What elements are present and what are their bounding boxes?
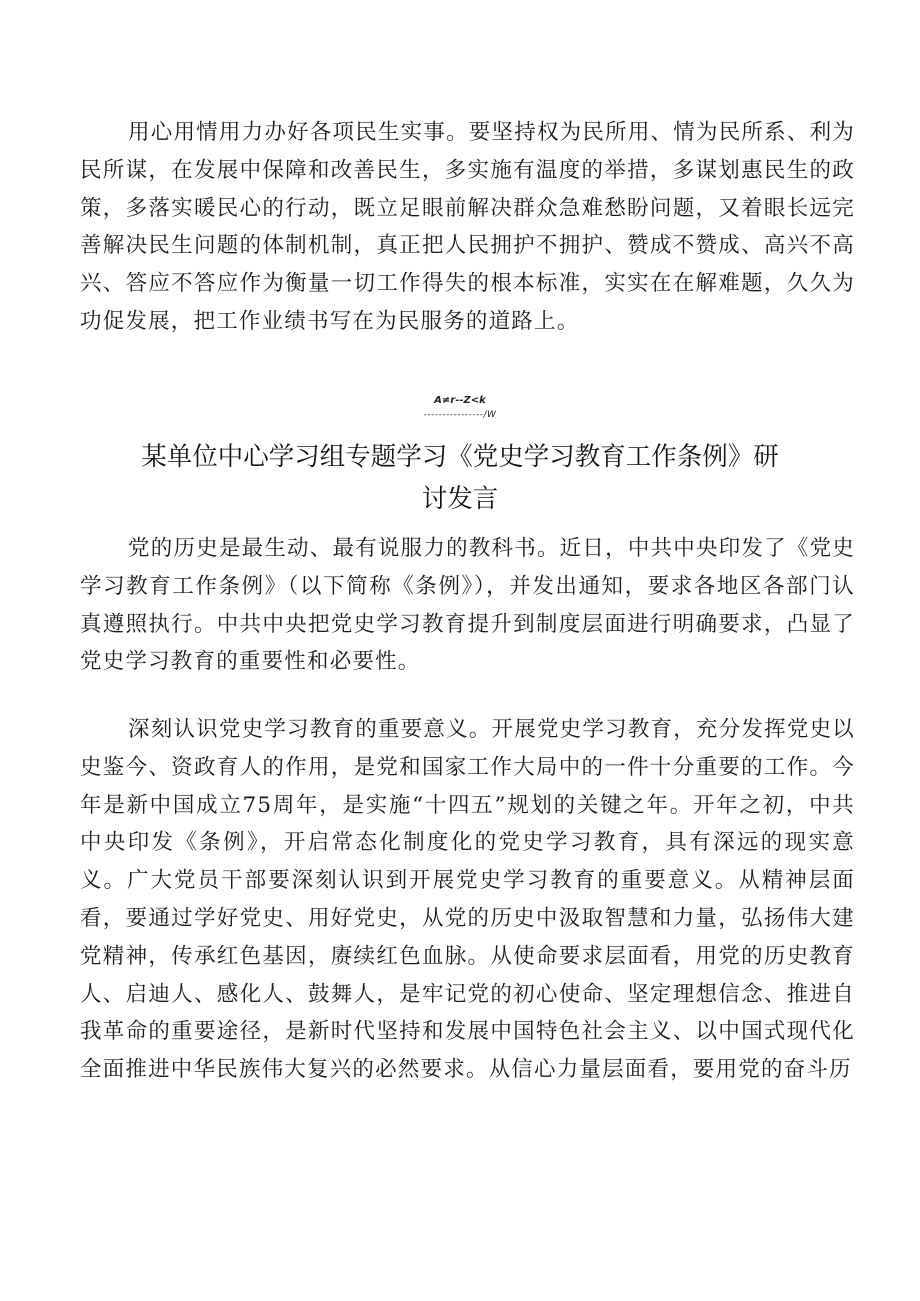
divider-bottom-text: ----------------/W (423, 410, 497, 420)
paragraph-livelihood: 用心用情用力办好各项民生实事。要坚持权为民所用、情为民所系、利为民所谋，在发展中保障和改善民生，多实施有温度的举措，多谋划惠民生的政策，多落实暖民心的行动，既立足眼前解决群众急难愁盼问题，又着眼长远完善解决民生问题的体制机制，真正把人民拥护不拥护、赞成不赞成、高兴不高兴、答应不答应作为衡量一切工作得失的根本标准，实实在在解难题，久久为功促发展，把工作业绩书写在为民服务的道路上。 (80, 120, 855, 334)
article-title-line2: 讨发言 (421, 484, 499, 514)
paragraph-intro: 党的历史是最生动、最有说服力的教科书。近日，中共中央印发了《党史学习教育工作条例》（以下简称《条例》），并发出通知，要求各地区各部门认真遵照执行。中共中央把党史学习教育提升到制度层面进行明确要求，凸显了党史学习教育的重要性和必要性。 (80, 536, 855, 675)
paragraph-significance: 深刻认识党史学习教育的重要意义。开展党史学习教育，充分发挥党史以史鉴今、资政育人的作用，是党和国家工作大局中的一件十分重要的工作。今年是新中国成立75周年，是实施“十四五”规划的关键之年。开年之初，中共中央印发《条例》，开启常态化制度化的党史学习教育，具有深远的现实意义。广大党员干部要深刻认识到开展党史学习教育的重要意义。从精神层面看，要通过学好党史、用好党史，从党的历史中汲取智慧和力量，弘扬伟大建党精神，传承红色基因，赓续红色血脉。从使命要求层面看，用党的历史教育人、启迪人、感化人、鼓舞人，是牢记党的初心使命、坚定理想信念、推进自我革命的重要途径，是新时代坚持和发展中国特色社会主义、以中国式现代化全面推进中华民族伟大复兴的必然要求。从信心力量层面看，要用党的奋斗历 (80, 717, 855, 1083)
article-title-line1: 某单位中心学习组专题学习《党史学习教育工作条例》研 (141, 442, 779, 472)
article-title (0, 436, 920, 520)
divider-top-text: A≠r--Z<k (434, 395, 486, 406)
